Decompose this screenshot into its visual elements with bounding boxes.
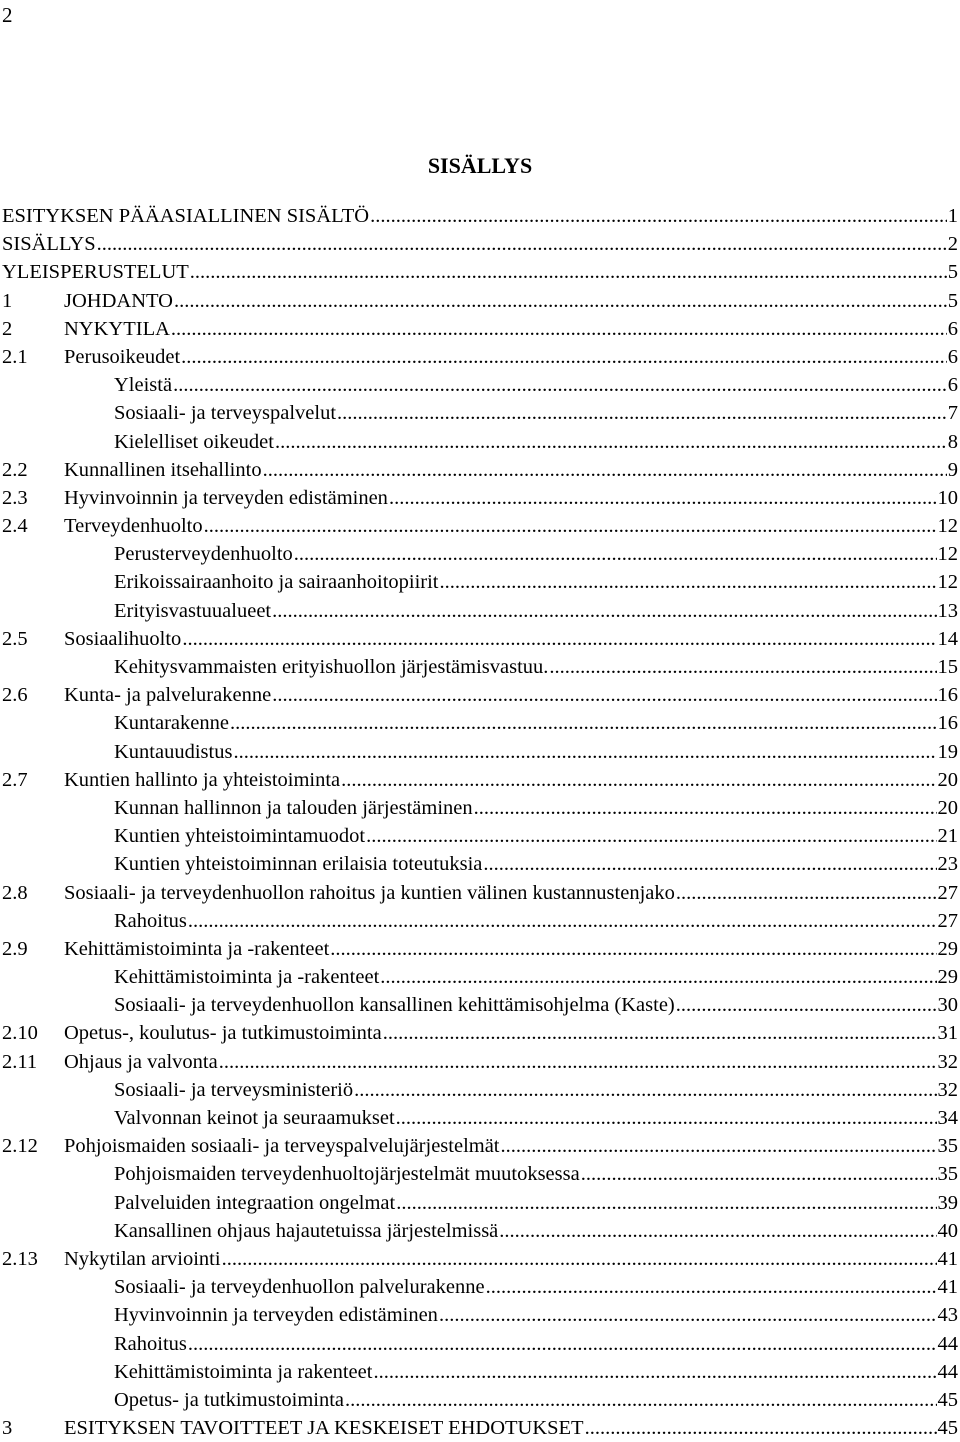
toc-entry-title: Kielelliset oikeudet bbox=[114, 428, 274, 456]
toc-entry-title: Kunnan hallinnon ja talouden järjestäminen bbox=[114, 794, 473, 822]
toc-dot-leader bbox=[97, 230, 947, 258]
toc-entry-title: Terveydenhuolto bbox=[64, 512, 203, 540]
toc-entry-number: 3 bbox=[0, 1414, 64, 1442]
toc-entry-page: 12 bbox=[938, 512, 960, 540]
toc-entry[interactable] bbox=[0, 258, 960, 286]
toc-entry-title: ESITYKSEN PÄÄASIALLINEN SISÄLTÖ bbox=[0, 202, 369, 230]
toc-entry-page: 34 bbox=[938, 1104, 960, 1132]
toc-dot-leader bbox=[439, 1301, 937, 1329]
toc-entry-title: Sosiaali- ja terveyspalvelut bbox=[114, 399, 336, 427]
toc-entry-page: 40 bbox=[938, 1217, 960, 1245]
toc-entry-page: 32 bbox=[938, 1076, 960, 1104]
toc-entry-page: 41 bbox=[938, 1273, 960, 1301]
toc-entry[interactable] bbox=[0, 709, 960, 737]
toc-entry-title: Kunnallinen itsehallinto bbox=[64, 456, 262, 484]
toc-entry-title: Pohjoismaiden terveydenhuoltojärjestelmät muutoksessa bbox=[114, 1160, 580, 1188]
toc-entry-number: 2.3 bbox=[0, 484, 64, 512]
toc-entry[interactable] bbox=[0, 568, 960, 596]
toc-entry-page: 9 bbox=[948, 456, 960, 484]
toc-entry-title: SISÄLLYS bbox=[0, 230, 96, 258]
toc-dot-leader bbox=[483, 850, 936, 878]
toc-entry[interactable] bbox=[0, 1132, 960, 1160]
toc-entry[interactable] bbox=[0, 653, 960, 681]
toc-entry-title: Kuntien yhteistoimintamuodot bbox=[114, 822, 365, 850]
toc-entry-page: 14 bbox=[938, 625, 960, 653]
toc-entry-number: 2.11 bbox=[0, 1048, 64, 1076]
toc-dot-leader bbox=[219, 1048, 937, 1076]
toc-entry[interactable] bbox=[0, 1358, 960, 1386]
toc-entry-page: 35 bbox=[938, 1160, 960, 1188]
toc-dot-leader bbox=[222, 1245, 937, 1273]
toc-entry-title: Kehitysvammaisten erityishuollon järjestämisvastuu. bbox=[114, 653, 548, 681]
toc-dot-leader bbox=[188, 1330, 937, 1358]
toc-entry[interactable] bbox=[0, 738, 960, 766]
toc-entry-page: 30 bbox=[938, 991, 960, 1019]
toc-entry-page: 19 bbox=[938, 738, 960, 766]
toc-entry[interactable] bbox=[0, 879, 960, 907]
toc-entry-title: Perusoikeudet bbox=[64, 343, 180, 371]
toc-entry[interactable] bbox=[0, 625, 960, 653]
toc-dot-leader bbox=[499, 1217, 936, 1245]
toc-entry-number: 2.12 bbox=[0, 1132, 64, 1160]
toc-entry-title: ESITYKSEN TAVOITTEET JA KESKEISET EHDOTUKSET bbox=[64, 1414, 584, 1442]
toc-entry-page: 2 bbox=[948, 230, 960, 258]
toc-entry-number: 2.8 bbox=[0, 879, 64, 907]
toc-entry-title: JOHDANTO bbox=[64, 287, 173, 315]
toc-entry-page: 6 bbox=[948, 343, 960, 371]
toc-entry[interactable] bbox=[0, 1301, 960, 1329]
toc-dot-leader bbox=[174, 287, 947, 315]
toc-entry-page: 35 bbox=[938, 1132, 960, 1160]
toc-entry-page: 44 bbox=[938, 1330, 960, 1358]
toc-entry-page: 15 bbox=[938, 653, 960, 681]
toc-dot-leader bbox=[354, 1076, 936, 1104]
toc-dot-leader bbox=[501, 1132, 937, 1160]
toc-entry[interactable] bbox=[0, 1414, 960, 1442]
toc-dot-leader bbox=[173, 371, 947, 399]
toc-entry[interactable] bbox=[0, 343, 960, 371]
toc-entry-page: 7 bbox=[948, 399, 960, 427]
toc-dot-leader bbox=[233, 738, 936, 766]
toc-dot-leader bbox=[585, 1414, 937, 1442]
toc-entry-page: 5 bbox=[948, 287, 960, 315]
toc-dot-leader bbox=[581, 1160, 937, 1188]
toc-entry-page: 29 bbox=[938, 963, 960, 991]
toc-entry[interactable] bbox=[0, 794, 960, 822]
toc-dot-leader bbox=[676, 879, 937, 907]
toc-entry-title: Erikoissairaanhoito ja sairaanhoitopiirit bbox=[114, 568, 439, 596]
toc-dot-leader bbox=[182, 625, 936, 653]
toc-dot-leader bbox=[181, 343, 947, 371]
toc-dot-leader bbox=[396, 1189, 936, 1217]
toc-entry-page: 32 bbox=[938, 1048, 960, 1076]
toc-entry-page: 16 bbox=[938, 709, 960, 737]
toc-entry-number: 2.7 bbox=[0, 766, 64, 794]
toc-dot-leader bbox=[383, 1019, 937, 1047]
toc-entry[interactable] bbox=[0, 822, 960, 850]
toc-entry-title: Valvonnan keinot ja seuraamukset bbox=[114, 1104, 395, 1132]
toc-entry[interactable] bbox=[0, 1189, 960, 1217]
toc-entry-title: Kunta- ja palvelurakenne bbox=[64, 681, 271, 709]
toc-entry-title: Perusterveydenhuolto bbox=[114, 540, 293, 568]
toc-entry-page: 5 bbox=[948, 258, 960, 286]
toc-entry-page: 45 bbox=[938, 1414, 960, 1442]
toc-entry[interactable] bbox=[0, 1217, 960, 1245]
toc-entry-title: Opetus- ja tutkimustoiminta bbox=[114, 1386, 344, 1414]
toc-entry-page: 12 bbox=[938, 540, 960, 568]
toc-entry-page: 20 bbox=[938, 794, 960, 822]
toc-entry[interactable] bbox=[0, 963, 960, 991]
toc-entry-title: Kehittämistoiminta ja rakenteet bbox=[114, 1358, 372, 1386]
toc-dot-leader bbox=[549, 653, 936, 681]
toc-entry[interactable] bbox=[0, 766, 960, 794]
toc-dot-leader bbox=[272, 681, 936, 709]
toc-entry[interactable] bbox=[0, 230, 960, 258]
toc-entry-title: Sosiaalihuolto bbox=[64, 625, 181, 653]
toc-entry[interactable] bbox=[0, 315, 960, 343]
toc-entry[interactable] bbox=[0, 935, 960, 963]
toc-entry-page: 1 bbox=[948, 202, 960, 230]
toc-entry-number: 2.2 bbox=[0, 456, 64, 484]
toc-entry[interactable] bbox=[0, 371, 960, 399]
toc-entry[interactable] bbox=[0, 428, 960, 456]
toc-dot-leader bbox=[440, 568, 937, 596]
toc-entry[interactable] bbox=[0, 907, 960, 935]
toc-entry-page: 44 bbox=[938, 1358, 960, 1386]
toc-entry-title: Kuntauudistus bbox=[114, 738, 232, 766]
toc-entry-page: 10 bbox=[938, 484, 960, 512]
toc-entry-title: Opetus-, koulutus- ja tutkimustoiminta bbox=[64, 1019, 382, 1047]
toc-entry-number: 2.5 bbox=[0, 625, 64, 653]
toc-entry-number: 2 bbox=[0, 315, 64, 343]
toc-entry-title: Sosiaali- ja terveydenhuollon palvelurakenne bbox=[114, 1273, 485, 1301]
toc-dot-leader bbox=[380, 963, 936, 991]
toc-entry[interactable] bbox=[0, 1048, 960, 1076]
toc-entry-title: YLEISPERUSTELUT bbox=[0, 258, 189, 286]
toc-dot-leader bbox=[294, 540, 937, 568]
toc-entry-title: Ohjaus ja valvonta bbox=[64, 1048, 218, 1076]
toc-entry[interactable] bbox=[0, 850, 960, 878]
toc-entry-title: Erityisvastuualueet bbox=[114, 597, 271, 625]
toc-entry-page: 21 bbox=[938, 822, 960, 850]
toc-dot-leader bbox=[474, 794, 937, 822]
toc-entry[interactable] bbox=[0, 681, 960, 709]
toc-dot-leader bbox=[345, 1386, 936, 1414]
toc-entry[interactable] bbox=[0, 1330, 960, 1358]
toc-dot-leader bbox=[171, 315, 947, 343]
toc-entry-title: Kehittämistoiminta ja -rakenteet bbox=[114, 963, 379, 991]
toc-entry-number: 1 bbox=[0, 287, 64, 315]
toc-entry-title: Nykytilan arviointi bbox=[64, 1245, 221, 1273]
toc-dot-leader bbox=[204, 512, 937, 540]
toc-entry[interactable] bbox=[0, 456, 960, 484]
toc-entry-title: Hyvinvoinnin ja terveyden edistäminen bbox=[114, 1301, 438, 1329]
toc-entry-page: 27 bbox=[938, 879, 960, 907]
toc-entry[interactable] bbox=[0, 512, 960, 540]
toc-dot-leader bbox=[366, 822, 936, 850]
toc-entry[interactable] bbox=[0, 597, 960, 625]
toc-entry-page: 39 bbox=[938, 1189, 960, 1217]
toc-entry-title: Kehittämistoiminta ja -rakenteet bbox=[64, 935, 329, 963]
toc-entry-number: 2.13 bbox=[0, 1245, 64, 1273]
toc-entry-title: Rahoitus bbox=[114, 907, 187, 935]
toc-entry-number: 2.10 bbox=[0, 1019, 64, 1047]
toc-entry-page: 23 bbox=[938, 850, 960, 878]
toc-entry[interactable] bbox=[0, 1076, 960, 1104]
toc-entry[interactable] bbox=[0, 1273, 960, 1301]
toc-entry-page: 16 bbox=[938, 681, 960, 709]
toc-dot-leader bbox=[486, 1273, 937, 1301]
toc-entry[interactable] bbox=[0, 991, 960, 1019]
toc-entry-page: 20 bbox=[938, 766, 960, 794]
toc-entry-number: 2.1 bbox=[0, 343, 64, 371]
toc-entry-title: Hyvinvoinnin ja terveyden edistäminen bbox=[64, 484, 388, 512]
toc-entry[interactable] bbox=[0, 1019, 960, 1047]
toc-dot-leader bbox=[263, 456, 947, 484]
toc-entry[interactable] bbox=[0, 202, 960, 230]
toc-entry-page: 6 bbox=[948, 371, 960, 399]
toc-entry-number: 2.9 bbox=[0, 935, 64, 963]
toc-dot-leader bbox=[337, 399, 947, 427]
toc-entry-title: Sosiaali- ja terveydenhuollon rahoitus ja kuntien välinen kustannustenjako bbox=[64, 879, 675, 907]
toc-entry-title: Kuntarakenne bbox=[114, 709, 229, 737]
toc-dot-leader bbox=[272, 597, 936, 625]
toc-dot-leader bbox=[341, 766, 936, 794]
toc-entry-title: NYKYTILA bbox=[64, 315, 170, 343]
table-of-contents bbox=[0, 202, 960, 1442]
toc-entry-title: Kuntien yhteistoiminnan erilaisia toteutuksia bbox=[114, 850, 482, 878]
toc-entry[interactable] bbox=[0, 1104, 960, 1132]
toc-entry-page: 12 bbox=[938, 568, 960, 596]
toc-heading: SISÄLLYS bbox=[0, 151, 960, 181]
toc-dot-leader bbox=[330, 935, 936, 963]
toc-dot-leader bbox=[275, 428, 947, 456]
toc-entry-page: 27 bbox=[938, 907, 960, 935]
toc-entry[interactable] bbox=[0, 1386, 960, 1414]
toc-entry-title: Kansallinen ohjaus hajautetuissa järjestelmissä bbox=[114, 1217, 498, 1245]
toc-entry-page: 41 bbox=[938, 1245, 960, 1273]
toc-entry-page: 43 bbox=[938, 1301, 960, 1329]
toc-entry-page: 45 bbox=[938, 1386, 960, 1414]
toc-dot-leader bbox=[396, 1104, 937, 1132]
toc-entry-title: Sosiaali- ja terveydenhuollon kansallinen kehittämisohjelma (Kaste) bbox=[114, 991, 675, 1019]
page-number: 2 bbox=[2, 2, 13, 28]
toc-entry-page: 31 bbox=[938, 1019, 960, 1047]
toc-dot-leader bbox=[389, 484, 937, 512]
toc-entry[interactable] bbox=[0, 540, 960, 568]
toc-entry-page: 13 bbox=[938, 597, 960, 625]
toc-entry[interactable] bbox=[0, 1245, 960, 1273]
toc-entry-page: 29 bbox=[938, 935, 960, 963]
toc-entry-title: Pohjoismaiden sosiaali- ja terveyspalvelujärjestelmät bbox=[64, 1132, 500, 1160]
toc-dot-leader bbox=[370, 202, 947, 230]
toc-entry[interactable] bbox=[0, 399, 960, 427]
toc-entry[interactable] bbox=[0, 484, 960, 512]
toc-entry-page: 6 bbox=[948, 315, 960, 343]
toc-entry-title: Yleistä bbox=[114, 371, 172, 399]
toc-dot-leader bbox=[676, 991, 937, 1019]
toc-entry-title: Sosiaali- ja terveysministeriö bbox=[114, 1076, 353, 1104]
toc-entry-title: Kuntien hallinto ja yhteistoiminta bbox=[64, 766, 340, 794]
toc-dot-leader bbox=[373, 1358, 936, 1386]
toc-entry-number: 2.6 bbox=[0, 681, 64, 709]
toc-dot-leader bbox=[230, 709, 937, 737]
toc-entry-title: Rahoitus bbox=[114, 1330, 187, 1358]
toc-dot-leader bbox=[188, 907, 937, 935]
toc-entry-title: Palveluiden integraation ongelmat bbox=[114, 1189, 395, 1217]
toc-entry-number: 2.4 bbox=[0, 512, 64, 540]
toc-entry-page: 8 bbox=[948, 428, 960, 456]
toc-entry[interactable] bbox=[0, 287, 960, 315]
toc-dot-leader bbox=[190, 258, 947, 286]
toc-entry[interactable] bbox=[0, 1160, 960, 1188]
